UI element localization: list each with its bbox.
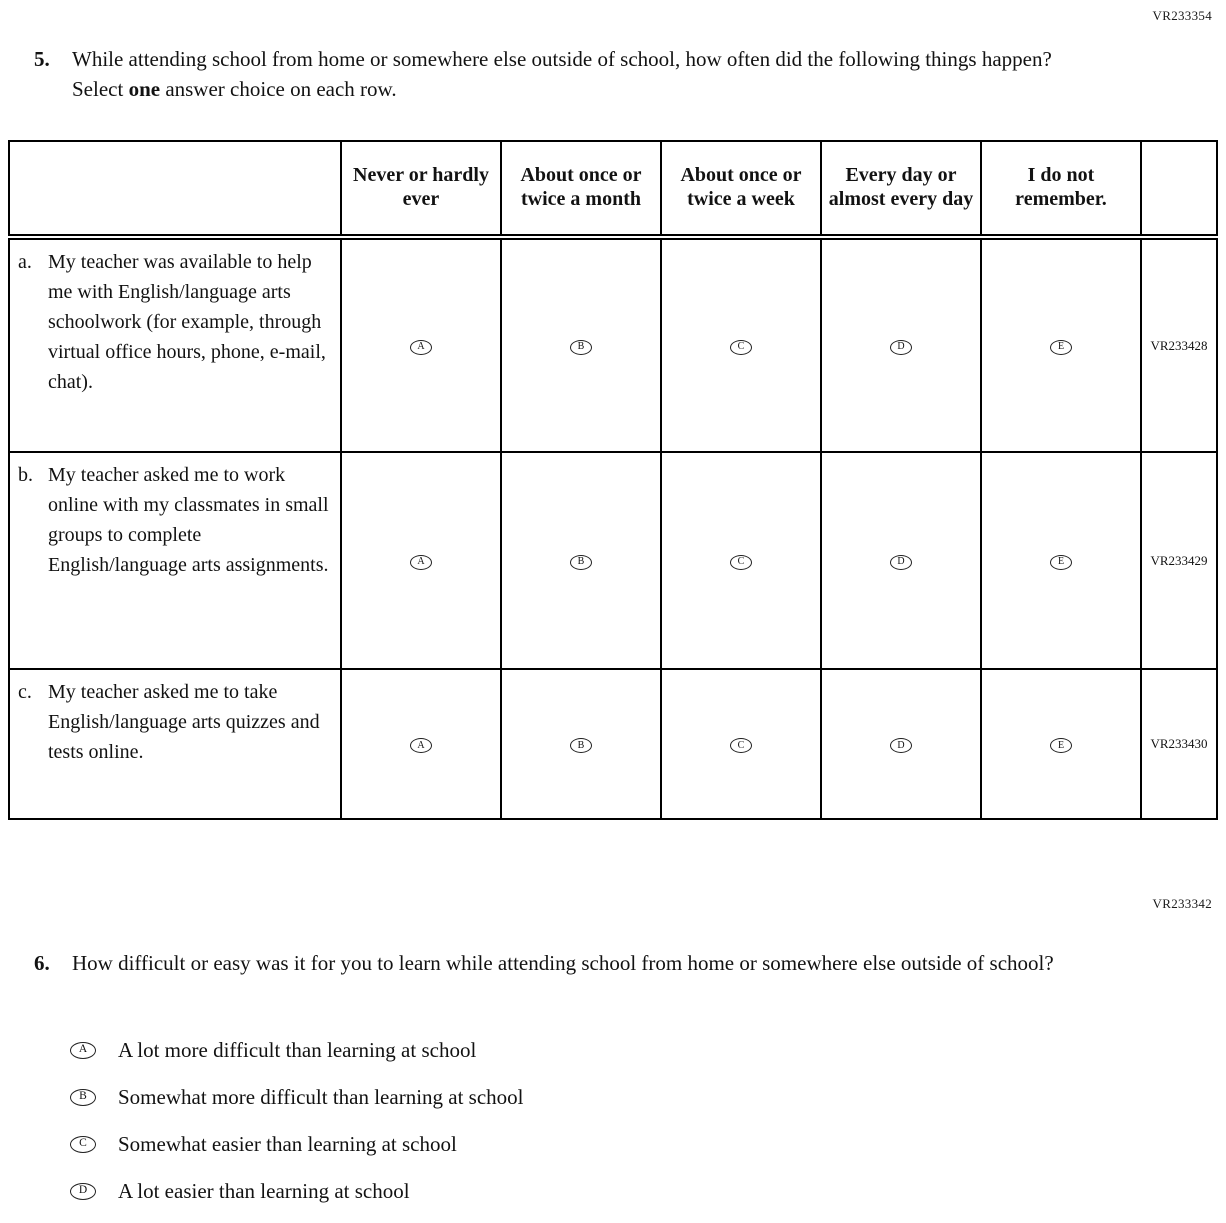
- bubble-cell: [501, 237, 661, 452]
- header-empty-code: [1141, 141, 1217, 237]
- page-code-mid: VR233342: [1152, 896, 1212, 911]
- q6-option-d[interactable]: [70, 1176, 524, 1206]
- option-label-q6-b: Somewhat more difficult than learning at school: [118, 1084, 524, 1109]
- option-bubble-b-E[interactable]: E: [1050, 555, 1072, 570]
- option-bubble-a-C[interactable]: C: [730, 340, 752, 355]
- q6-option-c[interactable]: [70, 1129, 524, 1159]
- row-statement-a: My teacher was available to help me with English/language arts schoolwork (for example, through virtual office hours, phone, e-mail, chat).: [48, 251, 326, 393]
- option-bubble-c-E[interactable]: E: [1050, 738, 1072, 753]
- bubble-cell: [341, 237, 501, 452]
- bubble-cell: [661, 452, 821, 669]
- question-6-options: [70, 1035, 524, 1223]
- statement-cell-c: [9, 669, 341, 819]
- question-5-text: [72, 44, 1082, 105]
- question-5-text-bold: one: [128, 77, 161, 102]
- header-every-day: Every day or almost every day: [821, 141, 981, 237]
- question-5-matrix-table: [8, 140, 1218, 820]
- option-bubble-q6-B[interactable]: B: [70, 1089, 96, 1106]
- option-bubble-b-B[interactable]: B: [570, 555, 592, 570]
- bubble-cell: [341, 669, 501, 819]
- header-once-twice-week: About once or twice a week: [661, 141, 821, 237]
- statement-cell-a: [9, 237, 341, 452]
- option-bubble-q6-C[interactable]: C: [70, 1136, 96, 1153]
- option-bubble-q6-D[interactable]: D: [70, 1183, 96, 1200]
- option-bubble-c-D[interactable]: D: [890, 738, 912, 753]
- bubble-cell: [501, 452, 661, 669]
- question-6-text: How difficult or easy was it for you to learn while attending school from home or somewhere else outside of school?: [72, 951, 1054, 975]
- bubble-cell: [821, 452, 981, 669]
- row-statement-c: My teacher asked me to take English/language arts quizzes and tests online.: [48, 681, 320, 763]
- q6-option-a[interactable]: [70, 1035, 524, 1065]
- option-bubble-b-A[interactable]: A: [410, 555, 432, 570]
- bubble-cell: [821, 237, 981, 452]
- table-row-a: [9, 237, 1217, 452]
- question-5-number: 5.: [34, 47, 50, 71]
- bubble-cell: [341, 452, 501, 669]
- question-5-text-before: While attending school from home or somewhere else outside of school, how often did the following things happen? Select: [72, 47, 1052, 102]
- bubble-cell: [501, 669, 661, 819]
- option-bubble-a-B[interactable]: B: [570, 340, 592, 355]
- option-label-q6-a: A lot more difficult than learning at school: [118, 1037, 477, 1062]
- bubble-cell: [981, 669, 1141, 819]
- bubble-cell: [661, 237, 821, 452]
- header-do-not-remember: I do not remember.: [981, 141, 1141, 237]
- bubble-cell: [661, 669, 821, 819]
- option-label-q6-c: Somewhat easier than learning at school: [118, 1131, 457, 1156]
- question-5-text-after: answer choice on each row.: [160, 77, 397, 102]
- row-code-b: VR233429: [1141, 452, 1217, 669]
- row-code-a: VR233428: [1141, 237, 1217, 452]
- row-letter-b: b.: [18, 464, 33, 486]
- option-bubble-c-B[interactable]: B: [570, 738, 592, 753]
- bubble-cell: [981, 237, 1141, 452]
- question-6-number: 6.: [34, 951, 50, 975]
- option-bubble-a-E[interactable]: E: [1050, 340, 1072, 355]
- option-bubble-a-D[interactable]: D: [890, 340, 912, 355]
- header-never-or-hardly-ever: Never or hardly ever: [341, 141, 501, 237]
- page-code-top: VR233354: [1152, 8, 1212, 23]
- option-bubble-c-C[interactable]: C: [730, 738, 752, 753]
- table-row-c: [9, 669, 1217, 819]
- question-5: [34, 44, 1082, 105]
- option-bubble-b-C[interactable]: C: [730, 555, 752, 570]
- bubble-cell: [981, 452, 1141, 669]
- header-once-twice-month: About once or twice a month: [501, 141, 661, 237]
- option-bubble-a-A[interactable]: A: [410, 340, 432, 355]
- question-5-table-wrap: [8, 140, 1218, 820]
- statement-cell-b: [9, 452, 341, 669]
- row-statement-b: My teacher asked me to work online with my classmates in small groups to complete English/language arts assignments.: [48, 464, 329, 576]
- question-6: [34, 948, 1072, 978]
- row-letter-c: c.: [18, 681, 32, 703]
- bubble-cell: [821, 669, 981, 819]
- table-header-row: [9, 141, 1217, 237]
- row-letter-a: a.: [18, 251, 32, 273]
- q6-option-b[interactable]: [70, 1082, 524, 1112]
- option-bubble-b-D[interactable]: D: [890, 555, 912, 570]
- option-label-q6-d: A lot easier than learning at school: [118, 1178, 410, 1203]
- table-row-b: [9, 452, 1217, 669]
- option-bubble-q6-A[interactable]: A: [70, 1042, 96, 1059]
- option-bubble-c-A[interactable]: A: [410, 738, 432, 753]
- row-code-c: VR233430: [1141, 669, 1217, 819]
- header-empty-statement: [9, 141, 341, 237]
